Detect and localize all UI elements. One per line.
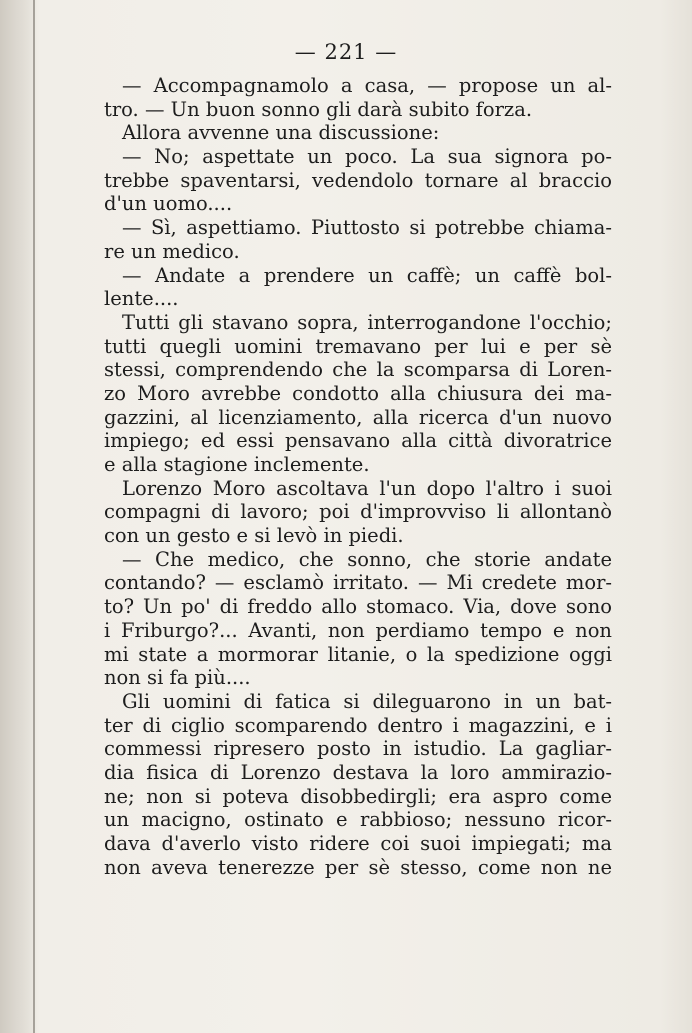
text-line: Gli uomini di fatica si dileguarono in un bat- [122, 689, 612, 713]
text-line: con un gesto e si levò in piedi. [104, 524, 404, 548]
binding-edge-line [33, 0, 35, 1033]
text-line: — Andate a prendere un caffè; un caffè bol- [122, 263, 612, 287]
text-line: impiego; ed essi pensavano alla città divoratrice [104, 429, 612, 453]
text-line: — No; aspettate un poco. La sua signora po- [122, 145, 612, 169]
text-line: zo Moro avrebbe condotto alla chiusura dei ma- [104, 381, 612, 405]
text-line: — Che medico, che sonno, che storie andate [122, 547, 612, 571]
text-line: Tutti gli stavano sopra, interrogandone l'occhio; [122, 310, 612, 334]
text-line: non aveva tenerezze per sè stesso, come non ne [104, 855, 612, 879]
text-line: e alla stagione inclemente. [104, 453, 370, 476]
text-line: tro. — Un buon sonno gli darà subito forza. [104, 97, 533, 121]
text-line: dia fisica di Lorenzo destava la loro ammirazio- [104, 760, 612, 784]
text-line: ne; non si poteva disobbedirgli; era aspro come [104, 784, 612, 808]
page-number: — 221 — [294, 40, 398, 64]
text-line: un macigno, ostinato e rabbioso; nessuno ricor- [104, 808, 612, 832]
text-line: lente.... [104, 287, 179, 311]
text-line: non si fa più.... [104, 666, 251, 690]
text-line: — Accompagnamolo a casa, — propose un al- [122, 74, 612, 97]
text-line: Lorenzo Moro ascoltava l'un dopo l'altro i suoi [122, 476, 612, 500]
text-line: mi state a mormorar litanie, o la spedizione oggi [104, 642, 612, 666]
text-line: trebbe spaventarsi, vedendolo tornare al braccio [104, 168, 612, 192]
text-line: contando? — esclamò irritato. — Mi credete mor- [104, 571, 612, 595]
text-line: — Sì, aspettiamo. Piuttosto si potrebbe chiama- [122, 216, 612, 240]
text-line: stessi, comprendendo che la scomparsa di Loren- [104, 358, 612, 382]
text-line: i Friburgo?... Avanti, non perdiamo tempo e non [104, 618, 612, 642]
text-line: Allora avvenne una discussione: [122, 121, 440, 145]
text-line: gazzini, al licenziamento, alla ricerca d'un nuovo [104, 405, 612, 429]
body-text [104, 74, 612, 879]
text-line: d'un uomo.... [104, 192, 233, 216]
text-line: tutti quegli uomini tremavano per lui e per sè [104, 334, 612, 358]
text-line: compagni di lavoro; poi d'improvviso li allontanò [104, 500, 612, 524]
text-line: re un medico. [104, 239, 240, 263]
text-line: commessi ripresero posto in istudio. La gagliar- [104, 737, 612, 761]
text-line: ter di ciglio scomparendo dentro i magazzini, e i [104, 713, 612, 737]
text-line: to? Un po' di freddo allo stomaco. Via, dove sono [104, 595, 612, 619]
text-line: dava d'averlo visto ridere coi suoi impiegati; ma [104, 832, 612, 855]
